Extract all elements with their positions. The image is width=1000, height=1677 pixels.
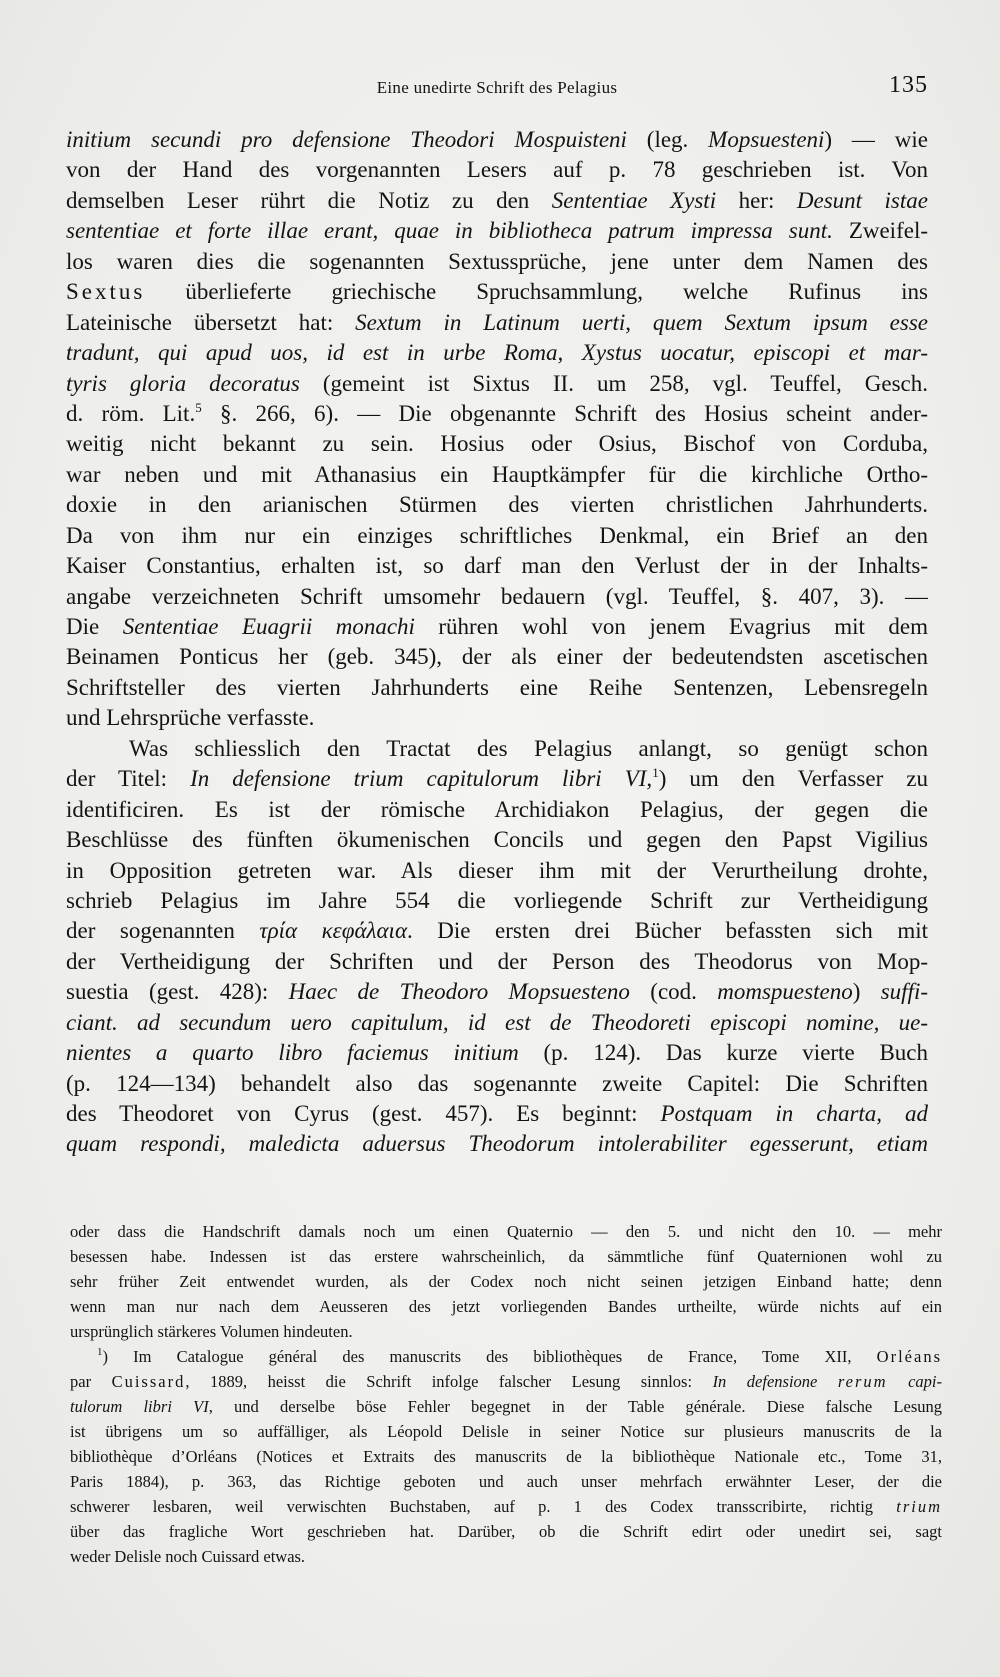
text-line: weitig nicht bekannt zu sein. Hosius oder Osius, Bischof von Corduba, [66,431,928,457]
text-line: Beinamen Ponticus her (geb. 345), der als einer der bedeutendsten ascetischen [66,644,928,670]
text-line: nientes a quarto libro faciemus initium (p. 124). Das kurze vierte Buch [66,1040,928,1066]
text-line: identificiren. Es ist der römische Archidiakon Pelagius, der gegen die [66,796,928,822]
footnote-line: sehr früher Zeit entwendet wurden, als der Codex noch nicht seinen jetzigen Einband hatte; denn [70,1272,942,1291]
text-line: Lateinische übersetzt hat: Sextum in Latinum uerti, quem Sextum ipsum esse [66,309,928,335]
text-line: sententiae et forte illae erant, quae in bibliotheca patrum impressa sunt. Zweifel- [66,218,928,244]
text-line: der Vertheidigung der Schriften und der Person des Theodorus von Mop- [66,948,928,974]
text-line: Die Sententiae Euagrii monachi rühren wohl von jenem Evagrius mit dem [66,614,928,639]
footnote-ref: 5 [195,399,202,415]
text-line: der Titel: In defensione trium capitulorum libri VI,$^1$) um den Verfasser zu [66,765,928,792]
footnote-line: schwerer lesbaren, weil verwischten Buchstaben, auf p. 1 des Codex transscribirte, richtig trium [70,1497,942,1516]
text-line: Was schliesslich den Tractat des Pelagius anlangt, so genügt schon [129,735,928,761]
footnotes [70,1219,942,1569]
text-line: der sogenannten τρία κεφάλαια. Die ersten drei Bücher befassten sich mit [66,918,928,944]
text-line: Beschlüsse des fünften ökumenischen Concils und gegen den Papst Vigilius [66,827,928,853]
text-line: ciant. ad secundum uero capitulum, id est de Theodoreti episcopi nomine, ue- [66,1009,928,1035]
text-line: Kaiser Constantius, erhalten ist, so darf man den Verlust der in der Inhalts- [66,553,928,579]
footnote-line: weder Delisle noch Cuissard etwas. [70,1547,306,1566]
footnote-line: ist übrigens um so auffälliger, als Léopold Delisle in seiner Notice sur plusieurs manuscrits de la [70,1422,942,1441]
text-line: und Lehrsprüche verfasste. [66,705,315,731]
text-line: Da von ihm nur ein einziges schriftliches Denkmal, ein Brief an den [66,522,928,548]
footnote-line: tulorum libri VI, und derselbe böse Fehler begegnet in der Table générale. Diese falsche Lesung [70,1397,942,1416]
footnote-line: $^1$) Im Catalogue général des manuscrits des bibliothèques de France, Tome XII, Orléans [97,1346,942,1366]
footnote-line: über das fragliche Wort geschrieben hat. Darüber, ob die Schrift edirt oder unedirt sei, sagt [70,1522,942,1541]
footnote-line: wenn man nur nach dem Aeusseren des jetzt vorliegenden Bandes urtheilte, würde nichts auf ein [70,1297,942,1316]
text-line: (p. 124—134) behandelt also das sogenannte zweite Capitel: Die Schriften [66,1070,928,1096]
text-line: war neben und mit Athanasius ein Hauptkämpfer für die kirchliche Ortho- [66,461,928,487]
text-line: angabe verzeichneten Schrift umsomehr bedauern (vgl. Teuffel, §. 407, 3). — [66,583,928,609]
footnote-ref: 1 [652,765,659,781]
text-line: initium secundi pro defensione Theodori Mospuisteni (leg. Mopsuesteni) — wie [66,127,928,152]
footnote-line: ursprünglich stärkeres Volumen hindeuten. [70,1322,353,1341]
text-line: d. röm. Lit.$^5$ §. 266, 6). — Die obgenannte Schrift des Hosius scheint ander- [66,399,928,426]
text-line: von der Hand des vorgenannten Lesers auf p. 78 geschrieben ist. Von [66,157,928,183]
text-line: doxie in den arianischen Stürmen des vierten christlichen Jahrhunderts. [66,492,928,518]
footnote-marker: 1 [97,1346,103,1358]
text-line: los waren dies die sogenannten Sextussprüche, jene unter dem Namen des [66,248,928,274]
footnote-line: besessen habe. Indessen ist das erstere wahrscheinlich, da sämmtliche fünf Quaternionen wohl zu [70,1247,942,1266]
text-line: suestia (gest. 428): Haec de Theodoro Mopsuesteno (cod. momspuesteno) suffi- [66,979,928,1005]
footnote-line: Paris 1884), p. 363, das Richtige geboten und auch unser mehrfach erwähnter Leser, der die [70,1472,942,1491]
text-line: demselben Leser rührt die Notiz zu den Sententiae Xysti her: Desunt istae [66,187,928,213]
text-line: Schriftsteller des vierten Jahrhunderts eine Reihe Sentenzen, Lebensregeln [66,674,928,700]
text-line: Sextus überlieferte griechische Spruchsammlung, welche Rufinus ins [66,279,928,305]
text-line: schrieb Pelagius im Jahre 554 die vorliegende Schrift zur Vertheidigung [66,887,928,913]
footnote-line: bibliothèque d’Orléans (Notices et Extraits des manuscrits de la bibliothèque Nationale etc., Tome 31, [70,1447,942,1466]
text-line: quam respondi, maledicta aduersus Theodorum intolerabiliter egesserunt, etiam [66,1131,928,1157]
running-title: Eine unedirte Schrift des Pelagius [376,78,618,97]
footnote-1 [70,1344,942,1569]
text-line: des Theodoret von Cyrus (gest. 457). Es beginnt: Postquam in charta, ad [66,1101,928,1126]
footnote-line: par Cuissard, 1889, heisst die Schrift infolge falscher Lesung sinnlos: In defensione rerum capi- [70,1372,942,1391]
text-line: in Opposition getreten war. Als dieser ihm mit der Verurtheilung drohte, [66,857,928,883]
footnote-line: oder dass die Handschrift damals noch um einen Quaternio — den 5. und nicht den 10. — mehr [70,1222,942,1241]
footnote-continued [70,1219,942,1344]
page-header [66,72,928,106]
page-number: 135 [889,72,928,98]
text-line: tradunt, qui apud uos, id est in urbe Roma, Xystus uocatur, episcopi et mar- [66,340,928,366]
main-text [66,125,928,1160]
text-line: tyris gloria decoratus (gemeint ist Sixtus II. um 258, vgl. Teuffel, Gesch. [66,370,928,396]
